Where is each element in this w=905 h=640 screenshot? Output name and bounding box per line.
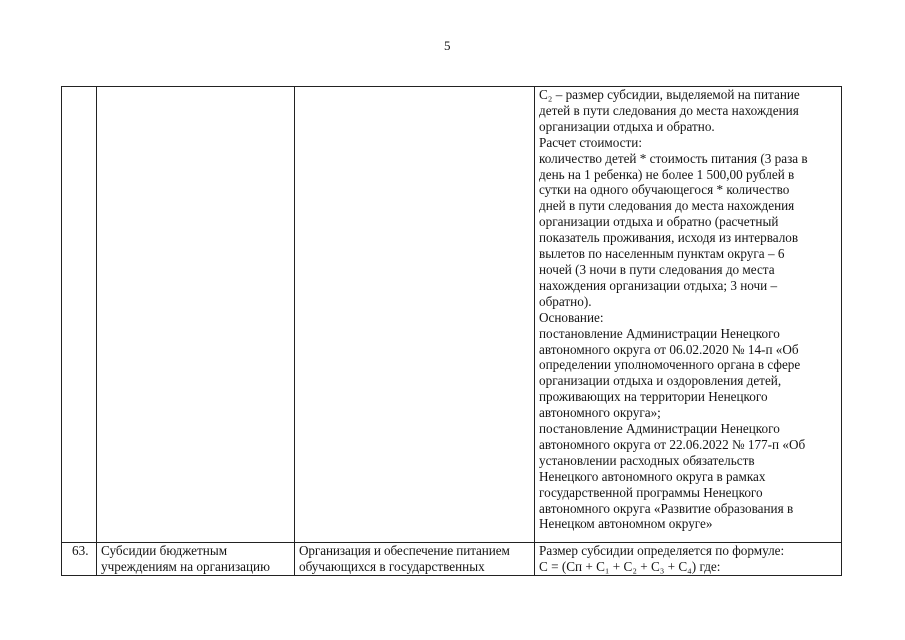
text-line: постановление Администрации Ненецкого [539, 325, 780, 341]
text-line: количество детей * стоимость питания (3 раза в [539, 150, 808, 166]
text-line: Расчет стоимости: [539, 134, 643, 150]
text-line: учреждениям на организацию [101, 558, 270, 574]
text-line: показатель проживания, исходя из интервалов [539, 230, 799, 246]
text-line: организации отдыха и оздоровления детей, [539, 373, 782, 389]
text-line: Ненецком автономном округе» [539, 516, 713, 532]
text-line: Основание: [539, 309, 604, 325]
formula-line: C = (Cп + C₁ + C₂ + C₃ + C₄) где: [539, 558, 721, 574]
text-line: детей в пути следования до места нахождения [539, 102, 799, 118]
cell-calculation [535, 543, 842, 576]
cell-number-empty [62, 87, 97, 543]
text-line: автономного округа от 06.02.2020 № 14-п «Об [539, 341, 799, 357]
text-line: постановление Администрации Ненецкого [539, 421, 780, 437]
text-line: Размер субсидии определяется по формуле: [539, 543, 785, 558]
text-line: ночей (3 ночи в пути следования до места [539, 261, 775, 277]
text-line: Субсидии бюджетным [101, 543, 228, 558]
page-number: 5 [444, 38, 451, 53]
cell-purpose [295, 543, 535, 576]
table-row-continued [62, 87, 842, 543]
text-line: установлении расходных обязательств [539, 452, 755, 468]
text-line: нахождения организации отдыха; 3 ночи – [539, 277, 778, 293]
text-line: государственной программы Ненецкого [539, 484, 763, 500]
text-line: организации отдыха и обратно. [539, 118, 715, 134]
cell-subsidy-name [97, 543, 295, 576]
cell-subsidy-name-empty [97, 87, 295, 543]
text-line: день на 1 ребенка) не более 1 500,00 рублей в [539, 166, 795, 182]
text-line: сутки на одного обучающегося * количество [539, 182, 790, 198]
text-line: определении уполномоченного органа в сфере [539, 357, 801, 373]
text-line: вылетов по населенным пунктам округа – 6 [539, 246, 785, 262]
text-line: автономного округа от 22.06.2022 № 177-п «Об [539, 436, 806, 452]
text-line: дней в пути следования до места нахождения [539, 198, 795, 214]
subsidy-table [61, 86, 842, 576]
text-line: Организация и обеспечение питанием [299, 543, 510, 558]
cell-purpose-empty [295, 87, 535, 543]
cell-row-number: 63. [62, 543, 97, 576]
text-line: автономного округа»; [539, 405, 661, 421]
text-line: Ненецкого автономного округа в рамках [539, 468, 766, 484]
cell-calculation-continued [535, 87, 842, 543]
text-line: C₂ – размер субсидии, выделяемой на питание [539, 87, 800, 102]
text-line: обратно). [539, 293, 592, 309]
text-line: автономного округа «Развитие образования в [539, 500, 794, 516]
text-line: проживающих на территории Ненецкого [539, 389, 768, 405]
text-line: организации отдыха и обратно (расчетный [539, 214, 779, 230]
table-row-63 [62, 543, 842, 576]
text-line: обучающихся в государственных [299, 558, 485, 574]
